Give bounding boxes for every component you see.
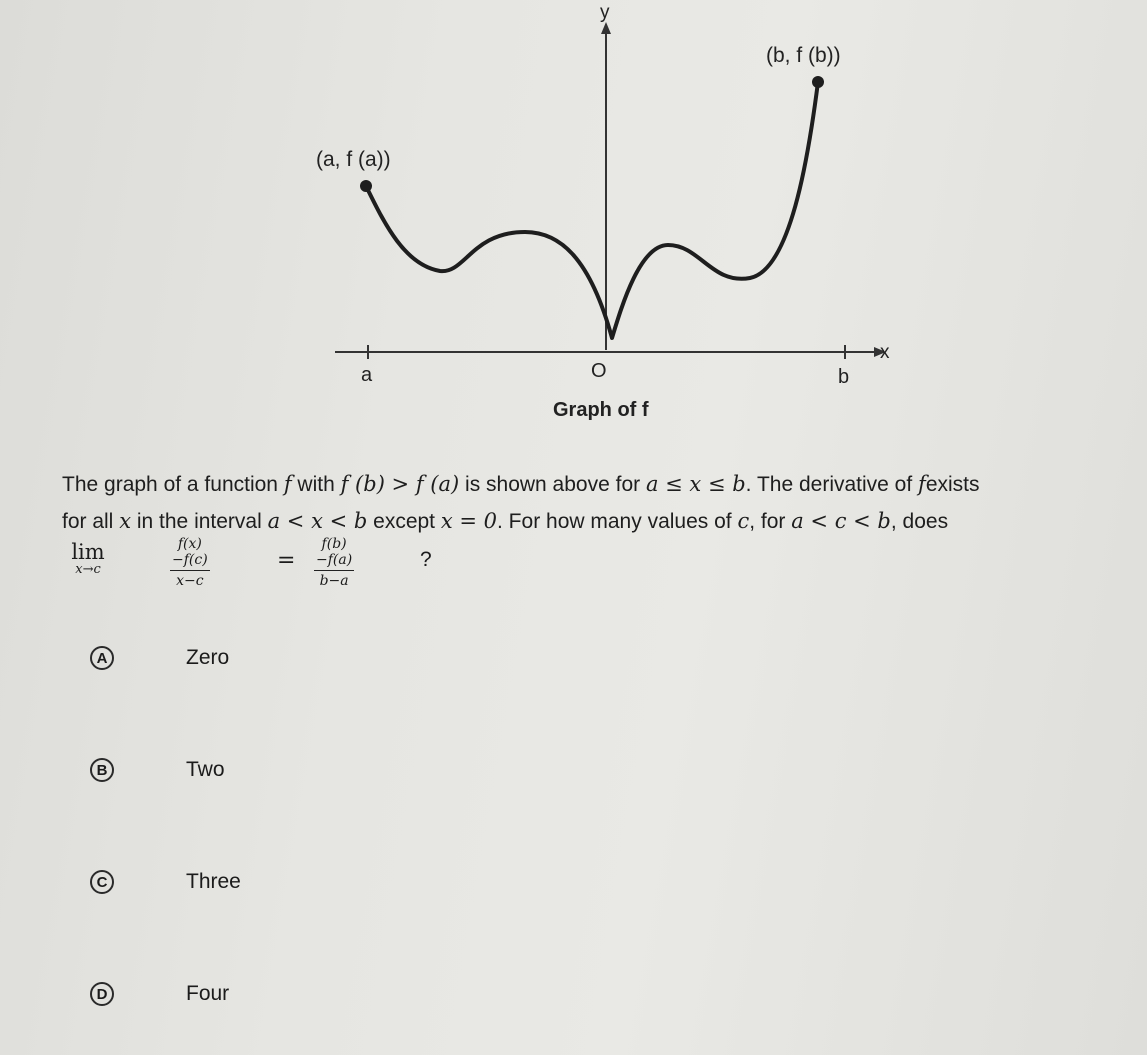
lim-subscript: x→c xyxy=(75,562,101,577)
choice-a[interactable] xyxy=(90,638,229,678)
choice-letter-circle[interactable]: D xyxy=(90,982,114,1006)
choice-label: Two xyxy=(186,758,225,781)
choice-c[interactable] xyxy=(90,862,241,902)
choice-label: Four xyxy=(186,982,230,1005)
y-axis-label: y xyxy=(600,2,610,23)
question-line-2 xyxy=(62,503,1122,540)
question-text-part: . For how many values of xyxy=(497,510,738,533)
question-text-part: in the interval xyxy=(131,510,268,533)
math-exception: x = 0 xyxy=(440,509,498,533)
question-mark: ? xyxy=(420,548,432,571)
origin-label: O xyxy=(591,360,607,382)
question-line-1 xyxy=(62,466,1122,503)
graph-caption: Graph of f xyxy=(553,399,649,421)
fraction-numerator: f(b)−f(a) xyxy=(314,536,354,571)
question-text-part: The graph of a function xyxy=(62,473,284,496)
math-condition: f (b) > f (a) xyxy=(340,472,460,496)
tick-a-label: a xyxy=(361,364,373,386)
point-a-dot xyxy=(360,180,372,192)
question-text-part: with xyxy=(291,473,341,496)
question-text-part: exists xyxy=(925,473,980,496)
choice-letter-circle[interactable]: B xyxy=(90,758,114,782)
average-rate-fraction xyxy=(314,536,354,589)
question-text-part: is shown above for xyxy=(459,473,646,496)
question-text-part: . The derivative of xyxy=(745,473,919,496)
function-graph xyxy=(0,0,1147,440)
fraction-denominator: x−c xyxy=(176,573,204,589)
lim-word: lim xyxy=(71,540,105,564)
equals-sign: = xyxy=(277,548,296,573)
point-a-label: (a, f (a)) xyxy=(316,148,391,171)
choice-letter-circle[interactable]: A xyxy=(90,646,114,670)
question-text-part: , for xyxy=(749,510,792,533)
question-text-part: , does xyxy=(890,510,949,533)
choice-d[interactable] xyxy=(90,974,229,1014)
fraction-denominator: b−a xyxy=(319,573,349,589)
limit-operator xyxy=(62,540,114,577)
math-x: x xyxy=(119,509,132,533)
fraction-numerator: f(x)−f(c) xyxy=(170,536,210,571)
math-domain: a ≤ x ≤ b xyxy=(645,472,746,496)
math-f: f xyxy=(283,472,292,496)
question-text-part: except xyxy=(367,510,441,533)
function-curve xyxy=(366,82,818,338)
x-axis-label: x xyxy=(880,342,890,363)
tick-b-label: b xyxy=(838,366,850,388)
point-b-label: (b, f (b)) xyxy=(766,44,841,67)
math-c-interval: a < c < b xyxy=(791,509,891,533)
choice-b[interactable] xyxy=(90,750,225,790)
choice-label: Three xyxy=(186,870,241,893)
question-text xyxy=(62,466,1122,540)
math-c: c xyxy=(737,509,750,533)
question-text-part: for all xyxy=(62,510,120,533)
y-axis-arrow xyxy=(601,22,611,34)
math-interval: a < x < b xyxy=(267,509,368,533)
choice-label: Zero xyxy=(186,646,230,669)
choice-letter-circle[interactable]: C xyxy=(90,870,114,894)
math-f: f xyxy=(918,472,926,496)
difference-quotient-fraction xyxy=(170,536,210,589)
point-b-dot xyxy=(812,76,824,88)
